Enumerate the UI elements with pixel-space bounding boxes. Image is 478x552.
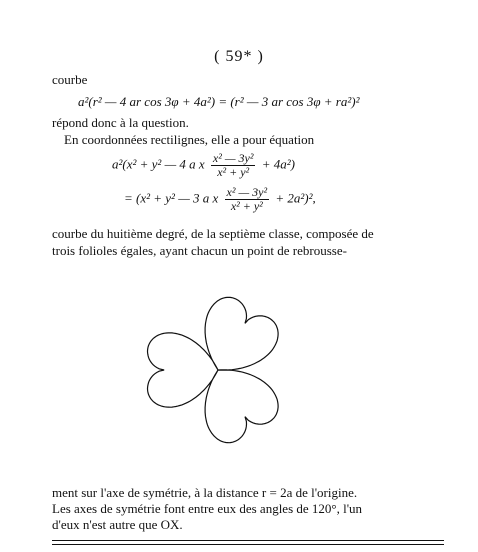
eq-lhs-pre: a²(x² + y² — 4 a x (112, 156, 205, 172)
text-line-repond: répond donc à la question. (52, 115, 189, 130)
eq-lhs-denominator: x² + y² (217, 165, 250, 179)
text-line-courbe: courbe (52, 72, 88, 87)
eq-lhs-numerator: x² — 3y² (212, 151, 254, 165)
equation-polar: a²(r² — 4 ar cos 3φ + 4a²) = (r² — 3 ar cos 3φ + ra²)² (78, 94, 360, 109)
eq-rhs-post: + 2a²)², (275, 190, 316, 206)
eq-rhs-numerator: x² — 3y² (226, 185, 268, 199)
eq-rhs-pre: = (x² + y² — 3 a x (124, 190, 219, 206)
trifolium-curve-path (148, 297, 279, 442)
text-line-rebroussement: ment sur l'axe de symétrie, à la distance r = 2a de l'origine. (52, 485, 358, 500)
bottom-rule-bottom (52, 544, 444, 545)
text-line-axes-symetrie: Les axes de symétrie font entre eux des angles de 120°, l'un (52, 501, 363, 516)
text-line-huitieme: courbe du huitième degré, de la septième classe, composée de (52, 226, 374, 241)
text-line-coordonnees: En coordonnées rectilignes, elle a pour équation (64, 132, 315, 147)
equation-cartesian-lhs (112, 152, 295, 179)
eq-lhs-post: + 4a²) (261, 156, 295, 172)
text-line-trois-folioles: trois folioles égales, ayant chacun un point de rebrousse- (52, 243, 347, 258)
text-line-ox: d'eux n'est autre que OX. (52, 517, 183, 532)
eq-rhs-fraction (225, 186, 270, 213)
trifolium-curve-figure (140, 266, 330, 466)
eq-rhs-denominator: x² + y² (230, 199, 263, 213)
eq-lhs-fraction (211, 152, 256, 179)
equation-cartesian-rhs (124, 186, 316, 213)
bottom-rule-top (52, 540, 444, 541)
page-number: ( 59* ) (214, 48, 264, 65)
